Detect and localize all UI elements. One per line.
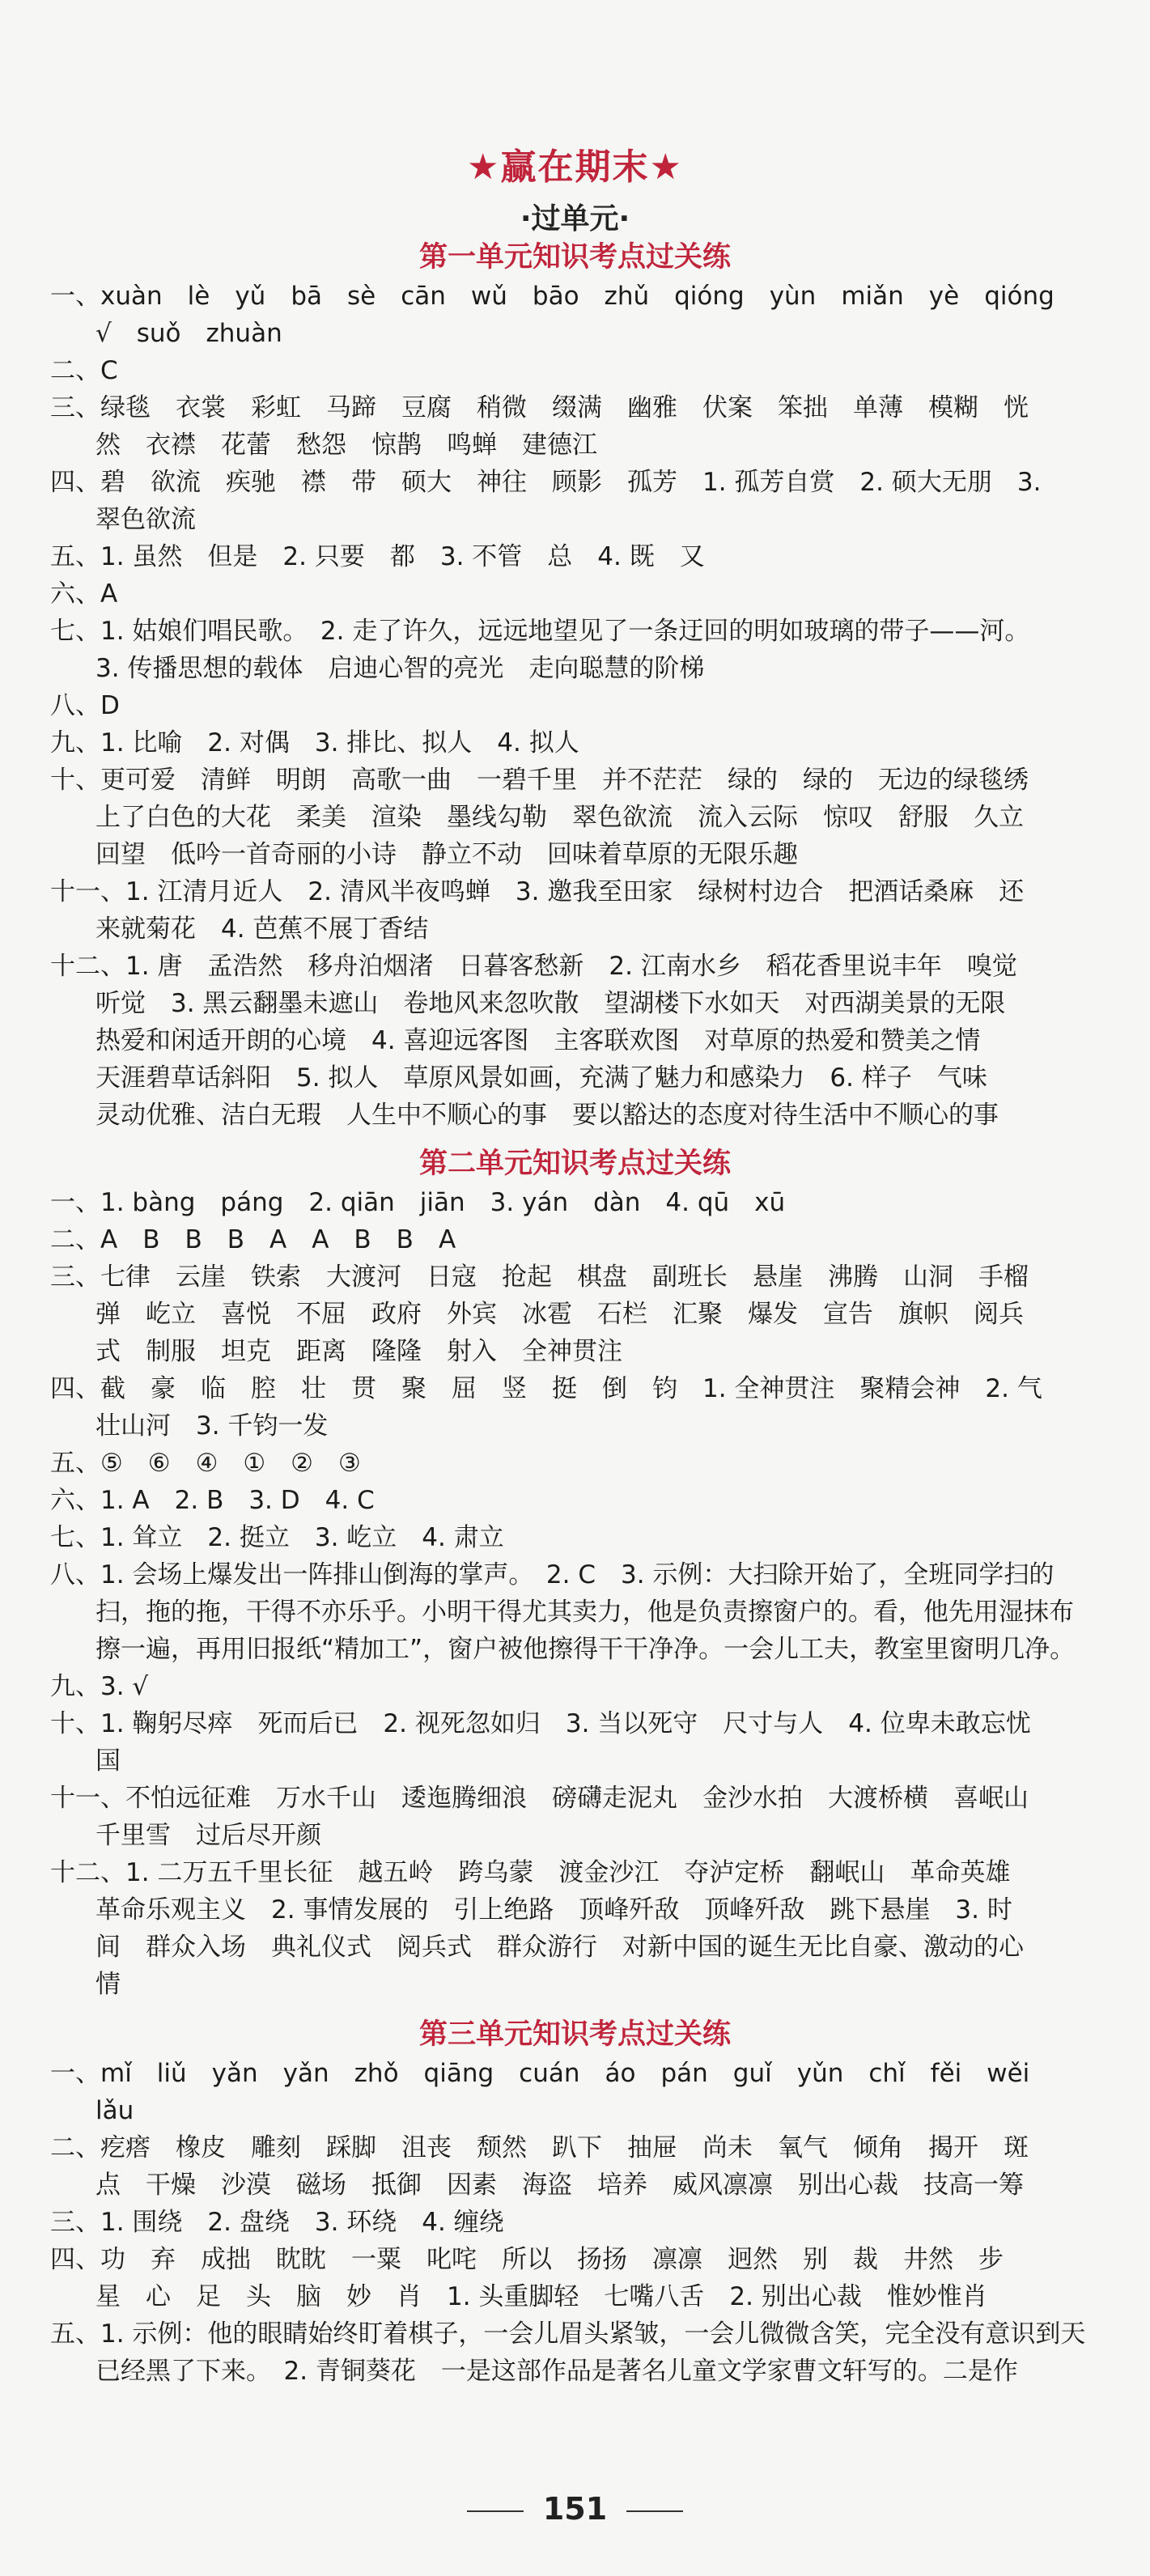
unit1-line: √ suǒ zhuàn xyxy=(95,319,282,348)
unit3-line: 已经黑了下来。 2. 青铜葵花 一是这部作品是著名儿童文学家曹文轩写的。二是作 xyxy=(95,2357,1018,2386)
unit1-title: 第一单元知识考点过关练 xyxy=(418,241,731,274)
unit3-line: 二、疙瘩 橡皮 雕刻 踩脚 沮丧 颓然 趴下 抽屉 尚未 氧气 倾角 揭开 斑 xyxy=(50,2133,1029,2162)
unit2-line: 九、3. √ xyxy=(50,1672,149,1701)
unit2-line: 情 xyxy=(95,1970,121,1999)
unit1-line: 然 衣襟 花蕾 愁怨 惊鹊 鸣蝉 建德江 xyxy=(95,431,597,460)
unit1-line: 翠色欲流 xyxy=(95,505,196,534)
unit2-line: 四、截 豪 临 腔 壮 贯 聚 屈 竖 挺 倒 钧 1. 全神贯注 聚精会神 2. 气 xyxy=(50,1374,1042,1403)
unit1-line: 热爱和闲适开朗的心境 4. 喜迎远客图 主客联欢图 对草原的热爱和赞美之情 xyxy=(95,1026,981,1055)
unit1-line: 来就菊花 4. 芭蕉不展丁香结 xyxy=(95,915,429,944)
unit3-line: 星 心 足 头 脑 妙 肖 1. 头重脚轻 七嘴八舌 2. 别出心裁 惟妙惟肖 xyxy=(95,2282,987,2311)
page-number xyxy=(0,2491,1150,2527)
unit1-line: 天涯碧草话斜阳 5. 拟人 草原风景如画，充满了魅力和感染力 6. 样子 气味 xyxy=(95,1063,987,1093)
unit1-line: 上了白色的大花 柔美 渲染 墨线勾勒 翠色欲流 流入云际 惊叹 舒服 久立 xyxy=(95,803,1024,832)
unit2-line: 三、七律 云崖 铁索 大渡河 日寇 抢起 棋盘 副班长 悬崖 沸腾 山洞 手榴 xyxy=(50,1263,1029,1292)
unit1-line: 六、A xyxy=(50,579,118,609)
page-number-dash-right xyxy=(626,2510,683,2512)
unit3-title: 第三单元知识考点过关练 xyxy=(418,2018,731,2051)
unit2-title: 第二单元知识考点过关练 xyxy=(418,1148,731,1180)
unit3-line: 点 干燥 沙漠 磁场 抵御 因素 海盗 培养 威风凛凛 别出心裁 技高一筹 xyxy=(95,2171,1024,2200)
page-subtitle: ·过单元· xyxy=(520,202,630,236)
unit2-line: 千里雪 过后尽开颜 xyxy=(95,1821,321,1850)
unit2-line: 革命乐观主义 2. 事情发展的 引上绝路 顶峰歼敌 顶峰歼敌 跳下悬崖 3. 时 xyxy=(95,1895,1012,1925)
unit2-line: 擦一遍，再用旧报纸“精加工”，窗户被他擦得干干净净。一会儿工夫，教室里窗明几净。 xyxy=(95,1635,1076,1664)
unit1-line: 十二、1. 唐 孟浩然 移舟泊烟渚 日暮客愁新 2. 江南水乡 稻花香里说丰年 嗅觉 xyxy=(50,952,1017,981)
unit3-line: 一、mǐ liǔ yǎn yǎn zhǒ qiāng cuán áo pán guǐ yǔn chǐ fěi wěi xyxy=(50,2059,1030,2088)
unit1-line: 三、绿毯 衣裳 彩虹 马蹄 豆腐 稍微 缀满 幽雅 伏案 笨拙 单薄 模糊 恍 xyxy=(50,393,1029,422)
unit1-line: 八、D xyxy=(50,691,120,720)
unit1-line: 七、1. 姑娘们唱民歌。 2. 走了许久，远远地望见了一条迂回的明如玻璃的带子——河。 xyxy=(50,617,1030,646)
unit1-line: 灵动优雅、洁白无瑕 人生中不顺心的事 要以豁达的态度对待生活中不顺心的事 xyxy=(95,1101,999,1130)
unit1-line: 一、xuàn lè yǔ bā sè cān wǔ bāo zhǔ qióng yùn miǎn yè qióng xyxy=(50,282,1055,311)
unit2-line: 十一、不怕远征难 万水千山 逶迤腾细浪 磅礴走泥丸 金沙水拍 大渡桥横 喜岷山 xyxy=(50,1784,1029,1813)
unit3-line: 五、1. 示例：他的眼睛始终盯着棋子，一会儿眉头紧皱，一会儿微微含笑，完全没有意识到天 xyxy=(50,2319,1086,2349)
unit1-line: 十、更可爱 清鲜 明朗 高歌一曲 一碧千里 并不茫茫 绿的 绿的 无边的绿毯绣 xyxy=(50,766,1029,795)
unit3-line: 三、1. 围绕 2. 盘绕 3. 环绕 4. 缠绕 xyxy=(50,2208,504,2237)
unit2-line: 十、1. 鞠躬尽瘁 死而后已 2. 视死忽如归 3. 当以死守 尺寸与人 4. 位卑未敢忘忧 xyxy=(50,1709,1031,1738)
unit1-line: 二、C xyxy=(50,356,118,385)
unit2-line: 七、1. 耸立 2. 挺立 3. 屹立 4. 肃立 xyxy=(50,1523,504,1552)
unit1-line: 听觉 3. 黑云翻墨未遮山 卷地风来忽吹散 望湖楼下水如天 对西湖美景的无限 xyxy=(95,989,1006,1018)
page-number-dash-left xyxy=(467,2510,524,2512)
page-number-text: 151 xyxy=(542,2491,608,2527)
unit2-line: 间 群众入场 典礼仪式 阅兵式 群众游行 对新中国的诞生无比自豪、激动的心 xyxy=(95,1933,1024,1962)
unit1-line: 四、碧 欲流 疾驰 襟 带 硕大 神往 顾影 孤芳 1. 孤芳自赏 2. 硕大无朋 3. xyxy=(50,468,1042,497)
unit2-line: 国 xyxy=(95,1746,121,1776)
unit2-line: 式 制服 坦克 距离 隆隆 射入 全神贯注 xyxy=(95,1337,622,1366)
unit2-line: 壮山河 3. 千钧一发 xyxy=(95,1411,329,1441)
unit3-line: lǎu xyxy=(95,2096,134,2125)
page-title: ★赢在期末★ xyxy=(467,146,683,188)
unit2-line: 十二、1. 二万五千里长征 越五岭 跨乌蒙 渡金沙江 夺泸定桥 翻岷山 革命英雄 xyxy=(50,1858,1011,1887)
unit2-line: 扫，拖的拖，干得不亦乐乎。小明干得尤其卖力，他是负责擦窗户的。看，他先用湿抹布 xyxy=(95,1598,1074,1627)
unit2-line: 一、1. bàng páng 2. qiān jiān 3. yán dàn 4. qū xū xyxy=(50,1188,786,1217)
unit2-line: 八、1. 会场上爆发出一阵排山倒海的掌声。 2. C 3. 示例：大扫除开始了，全班同学扫的 xyxy=(50,1560,1055,1589)
unit1-line: 十一、1. 江清月近人 2. 清风半夜鸣蝉 3. 邀我至田家 绿树村边合 把酒话桑麻 还 xyxy=(50,877,1025,906)
unit2-line: 六、1. A 2. B 3. D 4. C xyxy=(50,1486,375,1515)
unit1-line: 五、1. 虽然 但是 2. 只要 都 3. 不管 总 4. 既 又 xyxy=(50,542,705,571)
unit2-line: 五、⑤ ⑥ ④ ① ② ③ xyxy=(50,1449,361,1478)
unit1-line: 3. 传播思想的载体 启迪心智的亮光 走向聪慧的阶梯 xyxy=(95,654,705,683)
unit1-line: 九、1. 比喻 2. 对偶 3. 排比、拟人 4. 拟人 xyxy=(50,728,579,758)
unit2-line: 弹 屹立 喜悦 不屈 政府 外宾 冰雹 石栏 汇聚 爆发 宣告 旗帜 阅兵 xyxy=(95,1300,1024,1329)
unit1-line: 回望 低吟一首奇丽的小诗 静立不动 回味着草原的无限乐趣 xyxy=(95,840,798,869)
unit3-line: 四、功 弃 成拙 眈眈 一粟 叱咤 所以 扬扬 凛凛 迥然 别 裁 井然 步 xyxy=(50,2245,1004,2274)
unit2-line: 二、A B B B A A B B A xyxy=(50,1225,456,1254)
